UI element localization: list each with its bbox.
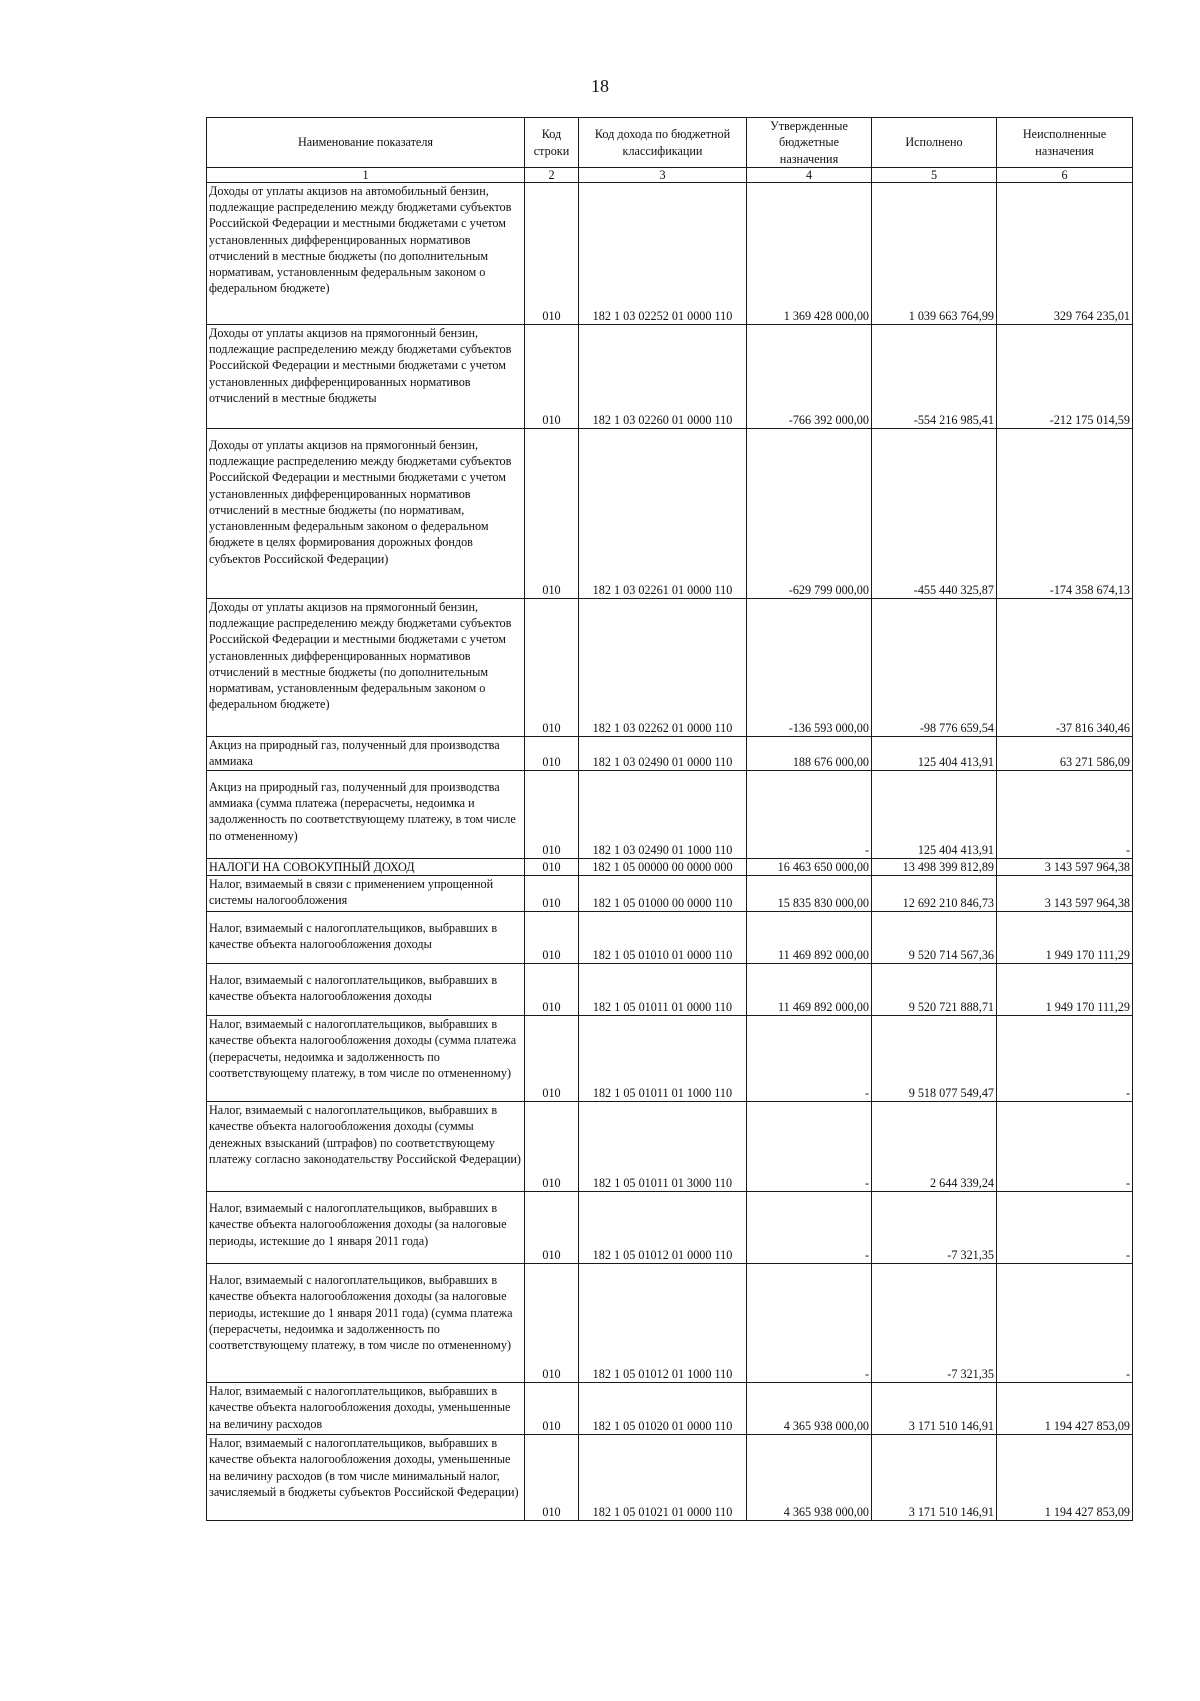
row-kbk: 182 1 05 01021 01 0000 110: [579, 1435, 747, 1521]
row-code: 010: [525, 771, 579, 859]
row-unexecuted: -37 816 340,46: [997, 599, 1133, 737]
row-kbk: 182 1 05 00000 00 0000 000: [579, 859, 747, 876]
row-code: 010: [525, 1016, 579, 1102]
row-executed: 9 518 077 549,47: [872, 1016, 997, 1102]
row-name: Налог, взимаемый с налогоплательщиков, выбравших в качестве объекта налогообложения доходы: [207, 912, 525, 964]
row-executed: 9 520 714 567,36: [872, 912, 997, 964]
row-kbk: 182 1 03 02262 01 0000 110: [579, 599, 747, 737]
row-unexecuted: 1 949 170 111,29: [997, 912, 1133, 964]
column-number: 4: [747, 168, 872, 183]
row-kbk: 182 1 05 01012 01 1000 110: [579, 1264, 747, 1383]
page-number: 18: [591, 76, 609, 96]
row-approved: -766 392 000,00: [747, 325, 872, 429]
table-row: [207, 1192, 1133, 1264]
table-row: [207, 912, 1133, 964]
row-name: Налог, взимаемый с налогоплательщиков, выбравших в качестве объекта налогообложения доходы (за налоговые периоды, истекшие до 1 января 2011 года): [207, 1192, 525, 1264]
table-row: [207, 1383, 1133, 1435]
row-executed: 13 498 399 812,89: [872, 859, 997, 876]
row-name: Доходы от уплаты акцизов на автомобильный бензин, подлежащие распределению между бюджетами субъектов Российской Федерации и местными бюджетами с учетом установленных дифференцированных нормативов отчислений в местные бюджеты (по дополнительным нормативам, установленным федеральным законом о федеральном бюджете): [207, 183, 525, 325]
row-unexecuted: 1 194 427 853,09: [997, 1383, 1133, 1435]
row-executed: 125 404 413,91: [872, 771, 997, 859]
row-name: Акциз на природный газ, полученный для производства аммиака: [207, 737, 525, 771]
row-approved: 11 469 892 000,00: [747, 964, 872, 1016]
row-approved: -: [747, 1016, 872, 1102]
table-row: [207, 1016, 1133, 1102]
column-number: 1: [207, 168, 525, 183]
row-code: 010: [525, 1264, 579, 1383]
row-code: 010: [525, 325, 579, 429]
row-code: 010: [525, 429, 579, 599]
row-approved: 1 369 428 000,00: [747, 183, 872, 325]
row-name: Доходы от уплаты акцизов на прямогонный бензин, подлежащие распределению между бюджетами субъектов Российской Федерации и местными бюджетами с учетом установленных дифференцированных нормативов отчислений в местные бюджеты (по дополнительным нормативам, установленным федеральным законом о федеральном бюджете): [207, 599, 525, 737]
row-approved: -: [747, 771, 872, 859]
table-row: [207, 325, 1133, 429]
row-approved: 4 365 938 000,00: [747, 1435, 872, 1521]
row-kbk: 182 1 05 01020 01 0000 110: [579, 1383, 747, 1435]
budget-execution-table: [206, 117, 1133, 1521]
row-executed: -7 321,35: [872, 1264, 997, 1383]
row-code: 010: [525, 1383, 579, 1435]
row-executed: 125 404 413,91: [872, 737, 997, 771]
row-kbk: 182 1 05 01011 01 1000 110: [579, 1016, 747, 1102]
table-row: [207, 1264, 1133, 1383]
row-code: 010: [525, 1435, 579, 1521]
row-name: Акциз на природный газ, полученный для производства аммиака (сумма платежа (перерасчеты, недоимка и задолженность по соответствующему платежу, в том числе по отмененному): [207, 771, 525, 859]
row-executed: -7 321,35: [872, 1192, 997, 1264]
row-unexecuted: -: [997, 1016, 1133, 1102]
row-name: Налог, взимаемый с налогоплательщиков, выбравших в качестве объекта налогообложения доходы (сумма платежа (перерасчеты, недоимка и задолженность по соответствующему платежу, в том числе по отмененному): [207, 1016, 525, 1102]
table-row: [207, 737, 1133, 771]
table-row: [207, 1102, 1133, 1192]
row-approved: 188 676 000,00: [747, 737, 872, 771]
row-kbk: 182 1 03 02490 01 0000 110: [579, 737, 747, 771]
row-approved: 11 469 892 000,00: [747, 912, 872, 964]
column-number-row: [207, 168, 1133, 183]
row-unexecuted: 3 143 597 964,38: [997, 859, 1133, 876]
header-line-code: Код строки: [525, 118, 579, 168]
header-budget-class-code: Код дохода по бюджетной классификации: [579, 118, 747, 168]
row-kbk: 182 1 05 01011 01 0000 110: [579, 964, 747, 1016]
table-row: [207, 859, 1133, 876]
row-name: Доходы от уплаты акцизов на прямогонный бензин, подлежащие распределению между бюджетами субъектов Российской Федерации и местными бюджетами с учетом установленных дифференцированных нормативов отчислений в местные бюджеты (по нормативам, установленным федеральным законом о федеральном бюджете в целях формирования дорожных фондов субъектов Российской Федерации): [207, 429, 525, 599]
row-approved: 15 835 830 000,00: [747, 876, 872, 912]
header-executed: Исполнено: [872, 118, 997, 168]
row-executed: -98 776 659,54: [872, 599, 997, 737]
table-row: [207, 599, 1133, 737]
row-name: Налог, взимаемый с налогоплательщиков, выбравших в качестве объекта налогообложения доходы: [207, 964, 525, 1016]
table-row: [207, 876, 1133, 912]
row-unexecuted: -: [997, 1264, 1133, 1383]
column-number: 5: [872, 168, 997, 183]
row-unexecuted: -212 175 014,59: [997, 325, 1133, 429]
row-name: НАЛОГИ НА СОВОКУПНЫЙ ДОХОД: [207, 859, 525, 876]
row-code: 010: [525, 964, 579, 1016]
row-executed: 3 171 510 146,91: [872, 1383, 997, 1435]
row-name: Налог, взимаемый с налогоплательщиков, выбравших в качестве объекта налогообложения доходы, уменьшенные на величину расходов: [207, 1383, 525, 1435]
table-row: [207, 771, 1133, 859]
row-code: 010: [525, 1102, 579, 1192]
row-approved: -629 799 000,00: [747, 429, 872, 599]
row-approved: -: [747, 1192, 872, 1264]
column-number: 2: [525, 168, 579, 183]
row-kbk: 182 1 03 02252 01 0000 110: [579, 183, 747, 325]
row-unexecuted: 329 764 235,01: [997, 183, 1133, 325]
row-kbk: 182 1 03 02260 01 0000 110: [579, 325, 747, 429]
row-name: Доходы от уплаты акцизов на прямогонный бензин, подлежащие распределению между бюджетами субъектов Российской Федерации и местными бюджетами с учетом установленных дифференцированных нормативов отчислений в местные бюджеты: [207, 325, 525, 429]
row-name: Налог, взимаемый с налогоплательщиков, выбравших в качестве объекта налогообложения доходы (суммы денежных взысканий (штрафов) по соответствующему платежу согласно законодательству Российской Федерации): [207, 1102, 525, 1192]
row-unexecuted: -: [997, 771, 1133, 859]
row-unexecuted: 1 194 427 853,09: [997, 1435, 1133, 1521]
column-number: 3: [579, 168, 747, 183]
row-code: 010: [525, 737, 579, 771]
row-code: 010: [525, 912, 579, 964]
row-executed: 12 692 210 846,73: [872, 876, 997, 912]
row-unexecuted: 3 143 597 964,38: [997, 876, 1133, 912]
header-indicator-name: Наименование показателя: [207, 118, 525, 168]
column-number: 6: [997, 168, 1133, 183]
row-executed: 1 039 663 764,99: [872, 183, 997, 325]
table-row: [207, 1435, 1133, 1521]
row-unexecuted: -: [997, 1102, 1133, 1192]
row-unexecuted: 1 949 170 111,29: [997, 964, 1133, 1016]
row-unexecuted: 63 271 586,09: [997, 737, 1133, 771]
row-name: Налог, взимаемый с налогоплательщиков, выбравших в качестве объекта налогообложения доходы (за налоговые периоды, истекшие до 1 января 2011 года) (сумма платежа (перерасчеты, недоимка и задолженность по соответствующему платежу, в том числе по отмененному): [207, 1264, 525, 1383]
row-executed: 2 644 339,24: [872, 1102, 997, 1192]
table-header-row: [207, 118, 1133, 168]
row-executed: 9 520 721 888,71: [872, 964, 997, 1016]
row-kbk: 182 1 05 01000 00 0000 110: [579, 876, 747, 912]
row-code: 010: [525, 183, 579, 325]
row-executed: -455 440 325,87: [872, 429, 997, 599]
row-kbk: 182 1 03 02261 01 0000 110: [579, 429, 747, 599]
row-approved: 4 365 938 000,00: [747, 1383, 872, 1435]
header-approved: Утвержденные бюджетные назначения: [747, 118, 872, 168]
header-unexecuted: Неисполненные назначения: [997, 118, 1133, 168]
row-name: Налог, взимаемый с налогоплательщиков, выбравших в качестве объекта налогообложения доходы, уменьшенные на величину расходов (в том числе минимальный налог, зачисляемый в бюджеты субъектов Российской Федерации): [207, 1435, 525, 1521]
row-kbk: 182 1 05 01011 01 3000 110: [579, 1102, 747, 1192]
row-approved: 16 463 650 000,00: [747, 859, 872, 876]
row-unexecuted: -174 358 674,13: [997, 429, 1133, 599]
row-approved: -: [747, 1264, 872, 1383]
row-kbk: 182 1 03 02490 01 1000 110: [579, 771, 747, 859]
row-code: 010: [525, 876, 579, 912]
row-unexecuted: -: [997, 1192, 1133, 1264]
row-kbk: 182 1 05 01012 01 0000 110: [579, 1192, 747, 1264]
table-row: [207, 429, 1133, 599]
row-name: Налог, взимаемый в связи с применением упрощенной системы налогообложения: [207, 876, 525, 912]
table-row: [207, 964, 1133, 1016]
row-code: 010: [525, 1192, 579, 1264]
table-row: [207, 183, 1133, 325]
row-approved: -136 593 000,00: [747, 599, 872, 737]
row-code: 010: [525, 599, 579, 737]
row-approved: -: [747, 1102, 872, 1192]
row-executed: -554 216 985,41: [872, 325, 997, 429]
row-executed: 3 171 510 146,91: [872, 1435, 997, 1521]
row-code: 010: [525, 859, 579, 876]
row-kbk: 182 1 05 01010 01 0000 110: [579, 912, 747, 964]
